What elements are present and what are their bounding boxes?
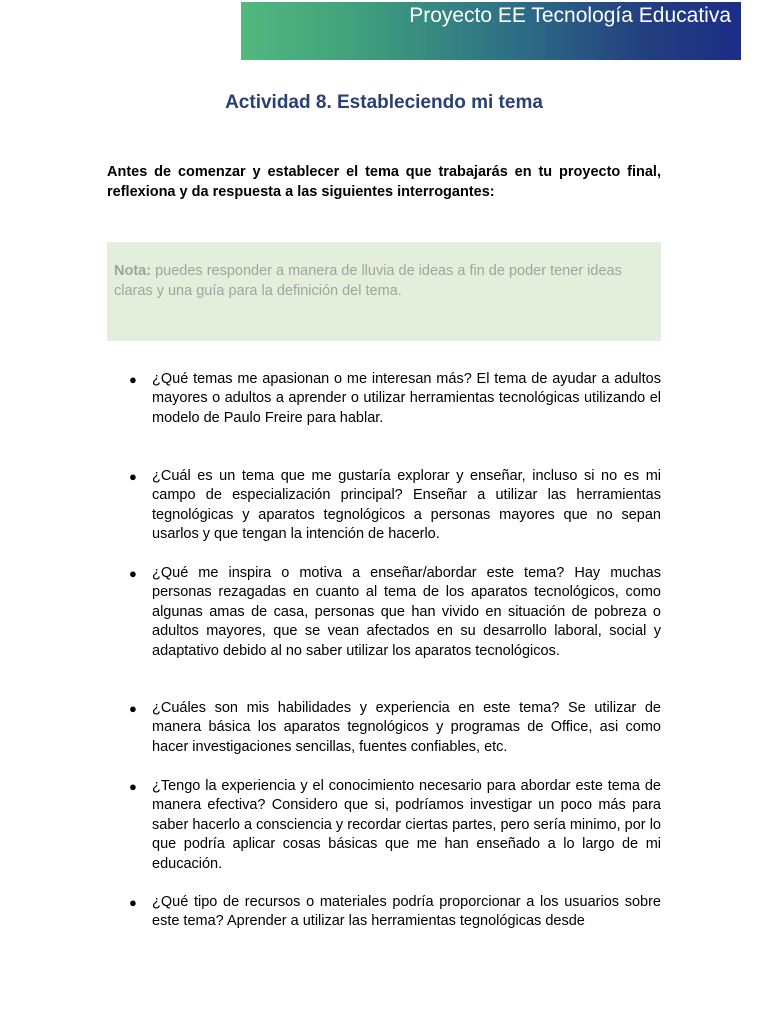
list-item-text: ¿Qué temas me apasionan o me interesan más? El tema de ayudar a adultos mayores o adultos a aprender o utilizar herramientas tecnológicas utilizando el modelo de Paulo Freire para hablar. [152,371,661,426]
bullet-icon: ● [129,779,137,794]
list-item-text: ¿Cuáles son mis habilidades y experiencia en este tema? Se utilizar de manera básica los aparatos tegnológicos y programas de Office, asi como hacer investigaciones sencillas, fuentes confiables, etc. [152,700,661,755]
list-item-text: ¿Tengo la experiencia y el conocimiento necesario para abordar este tema de manera efectiva? Considero que si, podríamos investigar un poco más para saber hacerlo a consciencia y recordar ciertas partes, pero sería minimo, por lo que podría aplicar cosas básicas que me han enseñado a lo largo de mi educación. [152,778,661,872]
list-item-text: ¿Qué tipo de recursos o materiales podría proporcionar a los usuarios sobre este tema? Aprender a utilizar las herramientas tegnológicas desde [152,894,661,930]
list-item [129,564,661,661]
list-item [129,777,661,874]
list-item [129,893,661,932]
list-item [129,370,661,428]
note-box [107,242,661,341]
bullet-icon: ● [129,566,137,581]
bullet-icon: ● [129,469,137,484]
list-item [129,699,661,757]
bullet-icon: ● [129,895,137,910]
header-title: Proyecto EE Tecnología Educativa [409,4,731,27]
bullet-icon: ● [129,701,137,716]
intro-text: Antes de comenzar y establecer el tema que trabajarás en tu proyecto final, reflexiona y da respuesta a las siguientes interrogantes: [107,164,661,200]
note-label: Nota: [114,263,152,279]
bullet-icon: ● [129,372,137,387]
list-item-text: ¿Qué me inspira o motiva a enseñar/abordar este tema? Hay muchas personas rezagadas en cuanto al tema de los aparatos tecnológicos, como algunas amas de casa, personas que han vivido en situación de pobreza o adultos mayores, que se vean afectados en su desarrollo laboral, social y adaptativo debido al no saber utilizar los aparatos tecnológicos. [152,565,661,659]
list-item-text: ¿Cuál es un tema que me gustaría explorar y enseñar, incluso si no es mi campo de especialización principal? Enseñar a utilizar las herramientas tegnológicas y aparatos tegnológicos a personas mayores que no sepan usarlos y que tengan la intención de hacerlo. [152,468,661,543]
list-item [129,467,661,545]
note-text: puedes responder a manera de lluvia de ideas a fin de poder tener ideas claras y una guía para la definición del tema. [114,263,622,299]
header-banner [241,2,741,60]
page-title: Actividad 8. Estableciendo mi tema [225,92,543,113]
